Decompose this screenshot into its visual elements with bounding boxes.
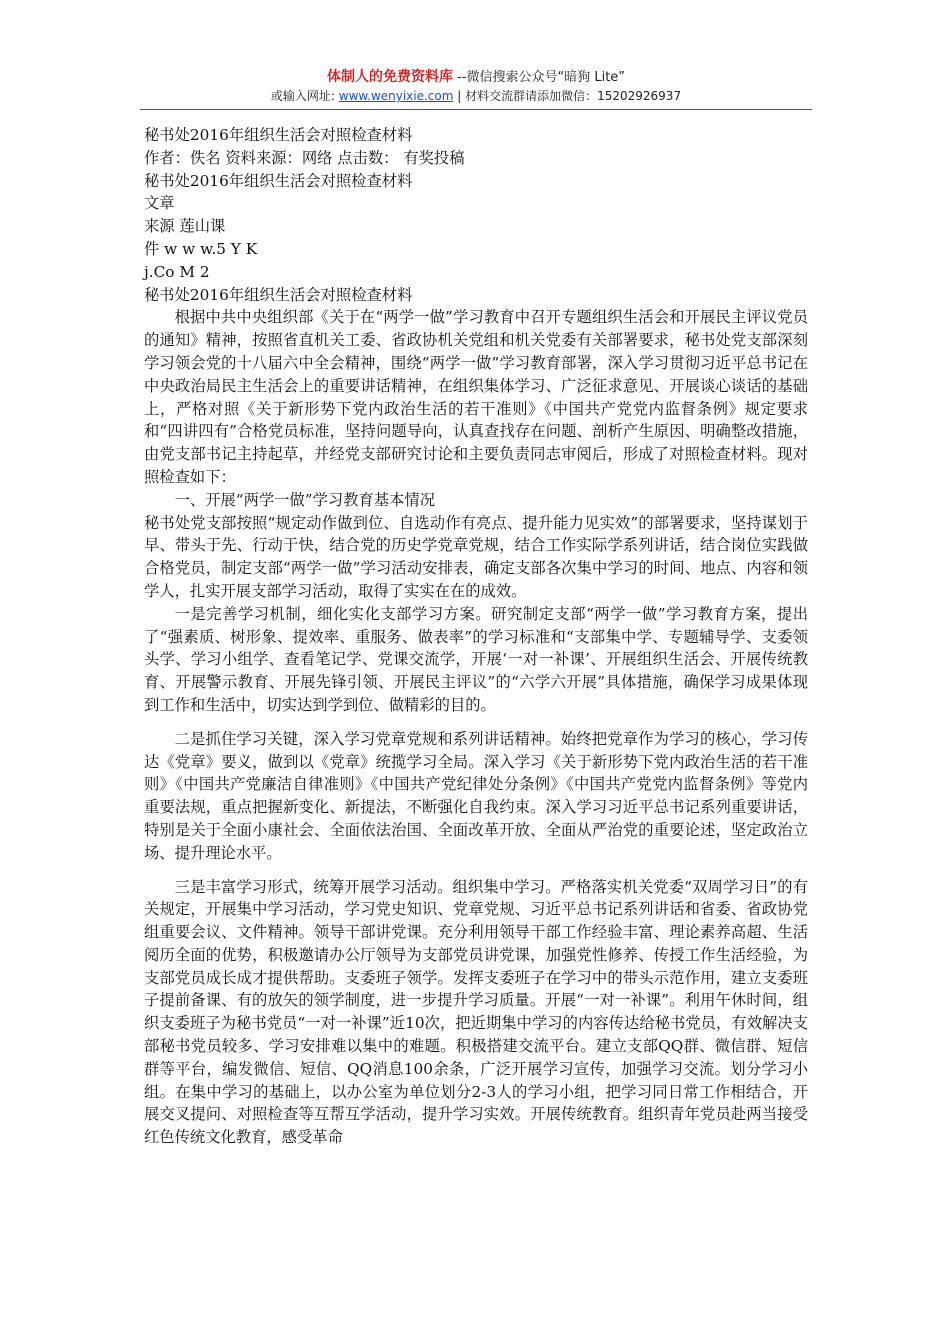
header-line-2 — [140, 87, 812, 105]
header-contact: | 材料交流群请添加微信：15202926937 — [453, 89, 682, 103]
doc-title: 秘书处2016年组织生活会对照检查材料 — [144, 126, 413, 144]
page-header — [140, 68, 812, 105]
section-heading-1: 一、开展“两学一做”学习教育基本情况 — [174, 490, 435, 509]
header-divider — [140, 109, 812, 110]
paragraph-overview: 秘书处党支部按照“规定动作做到位、自选动作有亮点、提升能力见实效”的部署要求，坚持谋划于早、带头于先、行动于快，结合党的历史学党章党规，结合工作实际学系列讲话，结合岗位实践做合格党员，制定支部“两学一做”学习活动安排表，确定支部各次集中学习的时间、地点、内容和领学人，扎实开展支部学习活动，取得了实实在在的成效。 — [144, 513, 808, 600]
paragraph-point-1: 一是完善学习机制，细化实化支部学习方案。研究制定支部“两学一做”学习教育方案，提出了“强素质、树形象、提效率、重服务、做表率”的学习标准和“支部集中学、专题辅导学、支委领头学、学习小组学、查看笔记学、党课交流学，开展‘一对一补课’、开展组织生活会、开展传统教育、开展警示教育、开展先锋引领、开展民主评议”的“六学六开展”具体措施，确保学习成果体现到工作和生活中，切实达到学到位、做精彩的目的。 — [144, 604, 808, 714]
header-line-1 — [140, 68, 812, 87]
paragraph-point-2: 二是抓住学习关键，深入学习党章党规和系列讲话精神。始终把党章作为学习的核心，学习传达《党章》要义，做到以《党章》统揽学习全局。深入学习《关于新形势下党内政治生活的若干准则》《中国共产党廉洁自律准则》《中国共产党纪律处分条例》《中国共产党党内监督条例》等党内重要法规，重点把握新变化、新提法，不断强化自我约束。深入学习习近平总书记系列重要讲话，特别是关于全面小康社会、全面依法治国、全面改革开放、全面从严治党的重要论述，坚定政治立场、提升理论水平。 — [144, 729, 808, 862]
document-body — [144, 124, 808, 1149]
author-line: 作者：佚名 资料来源：网络 点击数： 有奖投稿 — [144, 148, 465, 167]
doc-title-repeat: 秘书处2016年组织生活会对照检查材料 — [144, 171, 413, 190]
paragraph-point-3: 三是丰富学习形式，统筹开展学习活动。组织集中学习。严格落实机关党委“双周学习日”的有关规定，开展集中学习活动，学习党史知识、党章党规、习近平总书记系列讲话和省委、省政协党组重要会议、文件精神。领导干部讲党课。充分利用领导干部工作经验丰富、理论素养高超、生活阅历全面的优势，积极邀请办公厅领导为支部党员讲党课，加强党性修养、传授工作生活经验，为支部党员成长成才提供帮助。支委班子领学。发挥支委班子在学习中的带头示范作用，建立支委班子提前备课、有的放矢的领学制度，进一步提升学习质量。开展“一对一补课”。利用午休时间，组织支委班子为秘书党员“一对一补课”近10次，把近期集中学习的内容传达给秘书党员，有效解决支部秘书党员较多、学习安排难以集中的难题。积极搭建交流平台。建立支部QQ群、微信群、短信群等平台，编发微信、短信、QQ消息100余条，广泛开展学习宣传，加强学习交流。划分学习小组。在集中学习的基础上，以办公室为单位划分2-3人的学习小组，把学习同日常工作相结合，开展交叉提问、对照检查等互帮互学活动，提升学习实效。开展传统教育。组织青年党员赴两当接受红色传统文化教育，感受革命 — [144, 877, 808, 1147]
doc-title-third: 秘书处2016年组织生活会对照检查材料 — [144, 285, 413, 304]
header-wechat-note: --微信搜索公众号“暗狗 Lite” — [452, 70, 626, 85]
intro-paragraph: 根据中共中央组织部《关于在“两学一做”学习教育中召开专题组织生活会和开展民主评议党员的通知》精神，按照省直机关工委、省政协机关党组和机关党委有关部署要求，秘书处党支部深刻学习领会党的十八届六中全会精神，围绕“两学一做”学习教育部署，深入学习贯彻习近平总书记在中央政治局民主生活会上的重要讲话精神，在组织集体学习、广泛征求意见、开展谈心谈话的基础上，严格对照《关于新形势下党内政治生活的若干准则》《中国共产党党内监督条例》规定要求和“四讲四有”合格党员标准，坚持问题导向，认真查找存在问题、剖析产生原因、明确整改措施，由党支部书记主持起草，并经党支部研究讨论和主要负责同志审阅后，形成了对照检查材料。现对照检查如下： — [144, 308, 808, 486]
source-line: 来源 莲山课 — [144, 217, 226, 236]
piece-line: 件 w w w.5 Y K — [144, 239, 258, 258]
header-url-prefix: 或输入网址: — [270, 89, 339, 103]
header-brand: 体制人的免费资料库 — [326, 69, 453, 85]
domain-line: j.Co M 2 — [144, 262, 210, 281]
article-label: 文章 — [144, 194, 175, 213]
header-url-link[interactable]: www.wenyixie.com — [338, 89, 454, 103]
